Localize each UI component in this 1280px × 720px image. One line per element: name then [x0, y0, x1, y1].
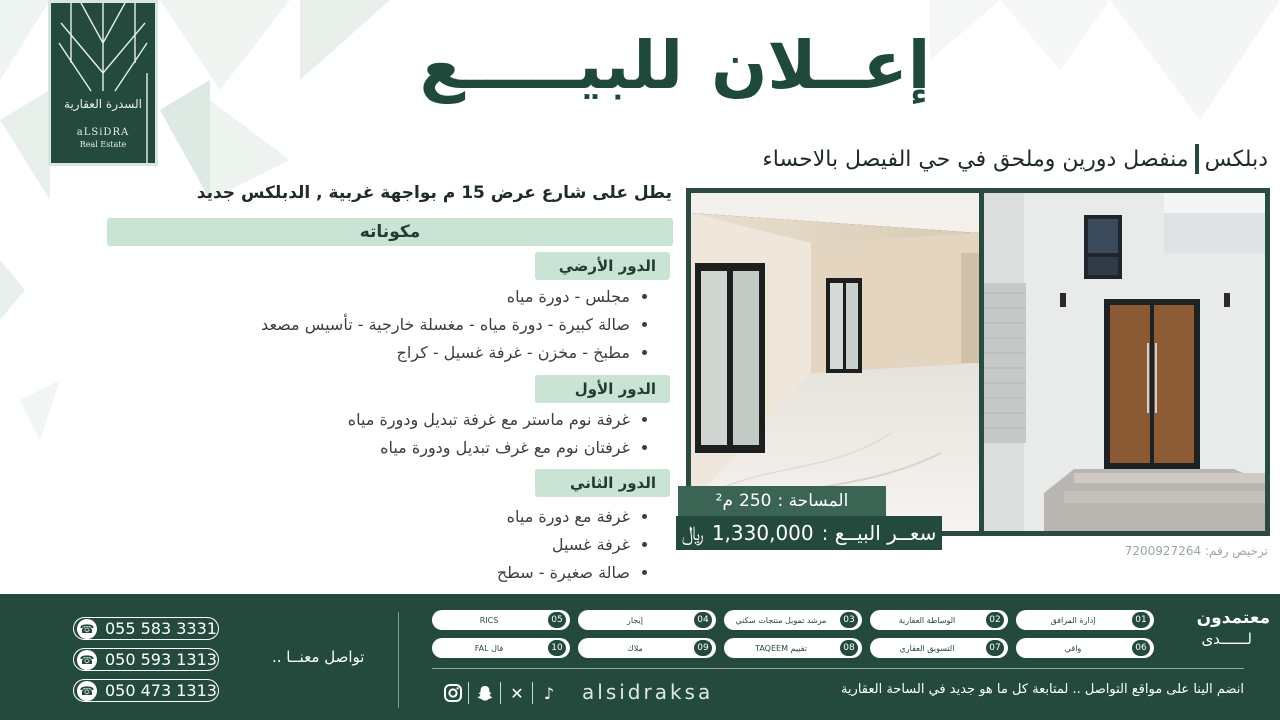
- social-divider: [532, 682, 533, 704]
- logo-arabic-name: السدرة العقارية: [64, 97, 142, 111]
- interior-hall-illustration: [691, 193, 979, 531]
- area-label-box: [678, 486, 886, 516]
- area-value: 250: [739, 491, 772, 511]
- list-item: • صالة كبيرة - دورة مياه - مغسلة خارجية - تأسيس مصعد: [70, 311, 630, 339]
- cert-number: 09: [694, 640, 712, 656]
- cert-name: ملاك: [627, 643, 643, 653]
- list-item: • غرفة غسيل: [70, 531, 630, 559]
- tree-logo-icon: [51, 3, 155, 163]
- list-item: • غرفتان نوم مع غرف تبديل ودورة مياه: [70, 434, 630, 462]
- cert-name: تقييم TAQEEM: [755, 643, 807, 653]
- tiktok-icon[interactable]: ♪: [543, 683, 555, 703]
- phone-number-1[interactable]: [73, 617, 219, 640]
- footer: [0, 594, 1280, 720]
- property-title-divider: [1195, 144, 1199, 174]
- cert-number: 08: [840, 640, 858, 656]
- property-title: [648, 144, 1268, 174]
- price-label-box: [676, 516, 942, 550]
- list-item: • غرفة نوم ماستر مع غرفة تبديل ودورة مياه: [70, 406, 630, 434]
- footer-separator-line: [432, 668, 1244, 669]
- floor-tag-first: الدور الأول: [535, 375, 670, 403]
- social-divider: [500, 682, 501, 704]
- list-item: • صالة صغيرة - سطح: [70, 559, 630, 587]
- contents-heading: مكوناته: [107, 218, 673, 246]
- interior-photo[interactable]: [691, 193, 979, 531]
- phone-text: 055 583 3331: [105, 619, 217, 638]
- property-type: دبلكس: [1204, 146, 1268, 172]
- cert-badge: [1016, 610, 1154, 630]
- cert-badge: [870, 610, 1008, 630]
- social-handle[interactable]: alsidraksa: [582, 680, 714, 704]
- cert-number: 06: [1132, 640, 1150, 656]
- ground-floor-list: [70, 283, 648, 367]
- exterior-entrance-illustration: [984, 193, 1265, 531]
- list-item: • غرفة مع دورة مياه: [70, 503, 630, 531]
- snapchat-icon[interactable]: [474, 682, 496, 704]
- area-label: المساحة :: [777, 491, 849, 511]
- property-photos: [686, 188, 1270, 536]
- cert-badge: [578, 638, 716, 658]
- cert-number: 01: [1132, 612, 1150, 628]
- second-floor-list: [70, 503, 648, 587]
- cert-badge: [724, 610, 862, 630]
- price-value: 1,330,000: [711, 521, 814, 545]
- cert-name: التسويق العقاري: [899, 643, 955, 653]
- cert-name: إيجار: [627, 615, 643, 625]
- phone-number-3[interactable]: [73, 679, 219, 702]
- contact-label: تواصل معنــا ..: [272, 648, 365, 666]
- phone-icon: ☎: [77, 681, 97, 701]
- first-floor-list: [70, 406, 648, 462]
- logo-english-sub: Real Estate: [79, 140, 127, 149]
- cert-badge: [1016, 638, 1154, 658]
- company-logo: [48, 0, 158, 166]
- floor-tag-second: الدور الثاني: [535, 469, 670, 497]
- floor-tag-ground: الدور الأرضي: [535, 252, 670, 280]
- cert-badge: [432, 610, 570, 630]
- cert-name: الوساطة العقارية: [898, 615, 956, 625]
- instagram-icon[interactable]: [442, 682, 464, 704]
- social-divider: [468, 682, 469, 704]
- riyal-currency-icon: ﷼: [681, 521, 704, 545]
- cert-name: مرشد تمويل منتجات سكني: [735, 615, 827, 625]
- cert-name: واقي: [1064, 643, 1082, 653]
- x-icon[interactable]: ✕: [510, 683, 524, 703]
- cert-name: RICS: [479, 615, 499, 625]
- join-social-text: انضم الينا على مواقع التواصل .. لمتابعة كل ما هو جديد في الساحة العقارية: [840, 682, 1244, 697]
- accredited-title: معتمدون: [1196, 608, 1270, 628]
- cert-name: إدارة المرافق: [1050, 615, 1096, 625]
- list-item: • مجلس - دورة مياه: [70, 283, 630, 311]
- license-number: ترخيص رقم: 7200927264: [1124, 544, 1268, 558]
- cert-number: 04: [694, 612, 712, 628]
- logo-english-name: aLSiDRA: [76, 127, 130, 138]
- price-label: سعــر البيــع :: [821, 521, 937, 545]
- cert-number: 02: [986, 612, 1004, 628]
- cert-badge: [578, 610, 716, 630]
- cert-number: 05: [548, 612, 566, 628]
- exterior-photo[interactable]: [984, 193, 1265, 531]
- accredited-subtitle: لــــــدى: [1201, 630, 1252, 648]
- area-unit: م²: [715, 491, 734, 511]
- footer-divider: [398, 612, 399, 708]
- cert-badge: [870, 638, 1008, 658]
- hero-title-for-sale: للبيـــــع: [419, 26, 684, 104]
- cert-number: 03: [840, 612, 858, 628]
- cert-badge: [724, 638, 862, 658]
- cert-number: 10: [548, 640, 566, 656]
- hero-title: [419, 20, 931, 110]
- phone-number-2[interactable]: [73, 648, 219, 671]
- cert-name: فال FAL: [474, 643, 504, 653]
- hero-title-announcement: إعــلان: [711, 26, 931, 104]
- phone-text: 050 593 1313: [105, 650, 217, 669]
- phone-icon: ☎: [77, 619, 97, 639]
- cert-badge: [432, 638, 570, 658]
- property-overview: يطل على شارع عرض 15 م بواجهة غربية , الدبلكس جديد: [196, 183, 672, 203]
- cert-number: 07: [986, 640, 1004, 656]
- phone-icon: ☎: [77, 650, 97, 670]
- phone-text: 050 473 1313: [105, 681, 217, 700]
- property-description: منفصل دورين وملحق في حي الفيصل بالاحساء: [762, 146, 1189, 172]
- list-item: • مطبخ - مخزن - غرفة غسيل - كراج: [70, 339, 630, 367]
